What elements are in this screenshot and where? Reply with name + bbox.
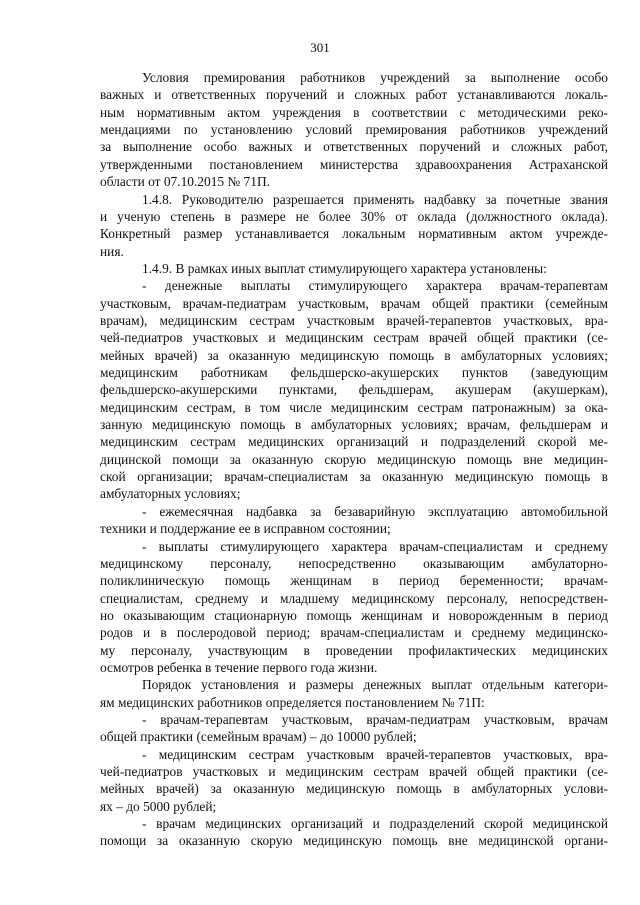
text-line: мендациями по установлению условий премирования работников учреждений bbox=[100, 122, 608, 138]
text-line: помощи за оказанную скорую медицинскую помощь вне медицинской органи- bbox=[100, 833, 608, 849]
text-line: Порядок установления и размеры денежных выплат отдельным категори- bbox=[142, 677, 608, 693]
text-line: - ежемесячная надбавка за безаварийную эксплуатацию автомобильной bbox=[142, 503, 608, 519]
text-line: ской организации; врачам-специалистам за оказанную медицинскую помощь в bbox=[100, 469, 608, 485]
text-line: чей-педиатров участковых и медицинским сестрам врачей общей практики (се- bbox=[100, 764, 608, 779]
text-line: медицинскому персоналу, непосредственно оказывающим амбулаторно- bbox=[100, 555, 608, 571]
text-line: области от 07.10.2015 № 71П. bbox=[100, 174, 270, 190]
text-line: занную медицинскую помощь в амбулаторных условиях; врачам, фельдшерам и bbox=[100, 417, 608, 432]
text-line: но оказывающим стационарную помощь женщинам и новорожденным в период bbox=[100, 607, 608, 623]
text-line: - врачам медицинских организаций и подразделений скорой медицинской bbox=[142, 816, 608, 832]
text-line: техники и поддержание ее в исправном состоянии; bbox=[100, 521, 391, 537]
text-line: 1.4.8. Руководителю разрешается применять надбавку за почетные звания bbox=[142, 191, 608, 207]
text-line: и ученую степень в размере не более 30% от оклада (должностного оклада). bbox=[100, 208, 608, 224]
text-line: Конкретный размер устанавливается локальным нормативным актом учрежде- bbox=[100, 226, 608, 242]
text-line: утвержденными постановлением министерства здравоохранения Астраханской bbox=[100, 156, 608, 172]
text-line: фельдшерско-акушерскими пунктами, фельдшерам, акушерам (акушеркам), bbox=[100, 382, 608, 398]
text-line: медицинским сестрам медицинских организаций и подразделений скорой ме- bbox=[100, 434, 608, 450]
text-line: врачам), медицинским сестрам участковым врачей-терапевтов участковых, вра- bbox=[100, 312, 608, 328]
text-line: - выплаты стимулирующего характера врачам-специалистам и среднему bbox=[142, 538, 608, 554]
text-line: ям медицинских работников определяется постановлением № 71П: bbox=[100, 694, 485, 710]
text-line: чей-педиатров участковых и медицинским сестрам врачей общей практики (се- bbox=[100, 330, 608, 346]
text-line: поликлиническую помощь женщинам в период беременности; врачам- bbox=[100, 573, 608, 589]
text-line: дицинской помощи за оказанную скорую медицинскую помощь вне медицин- bbox=[100, 451, 608, 467]
text-line: мейных врачей) за оказанную медицинскую помощь в амбулаторных условиях; bbox=[100, 347, 608, 363]
text-line: специалистам, среднему и младшему медицинскому персоналу, непосредствен- bbox=[100, 590, 608, 606]
text-line: медицинским работникам фельдшерско-акушерских пунктов (заведующим bbox=[100, 365, 608, 380]
text-line: ным нормативным актом учреждения в соответствии с методическими реко- bbox=[100, 104, 608, 120]
text-line: 1.4.9. В рамках иных выплат стимулирующего характера установлены: bbox=[142, 260, 547, 276]
page-number: 301 bbox=[310, 40, 330, 55]
text-line: - медицинским сестрам участковым врачей-терапевтов участковых, вра- bbox=[142, 746, 608, 762]
text-line: Условия премирования работников учреждений за выполнение особо bbox=[142, 70, 608, 85]
text-line: участковым, врачам-педиатрам участковым, врачам общей практики (семейным bbox=[100, 295, 608, 311]
text-line: мейных врачей) за оказанную медицинскую помощь в амбулаторных услови- bbox=[100, 781, 608, 797]
text-line: ях – до 5000 рублей; bbox=[100, 798, 217, 814]
text-line: общей практики (семейным врачам) – до 10000 рублей; bbox=[100, 729, 417, 745]
text-line: за выполнение особо важных и ответственных поручений и сложных работ, bbox=[100, 139, 608, 155]
text-line: важных и ответственных поручений и сложных работ устанавливаются локаль- bbox=[100, 87, 608, 103]
text-line: амбулаторных условиях; bbox=[100, 486, 241, 502]
text-line: - денежные выплаты стимулирующего характера врачам-терапевтам bbox=[142, 278, 608, 294]
text-line: медицинским сестрам, в том числе медицинским сестрам патронажным) за ока- bbox=[100, 399, 608, 415]
text-line: осмотров ребенка в течение первого года жизни. bbox=[100, 659, 378, 675]
text-line: му персоналу, участвующим в проведении профилактических медицинских bbox=[100, 642, 608, 658]
text-line: родов и в послеродовой период; врачам-специалистам и среднему медицинско- bbox=[100, 625, 608, 641]
text-line: - врачам-терапевтам участковым, врачам-педиатрам участковым, врачам bbox=[142, 712, 608, 727]
text-line: ния. bbox=[100, 243, 124, 259]
